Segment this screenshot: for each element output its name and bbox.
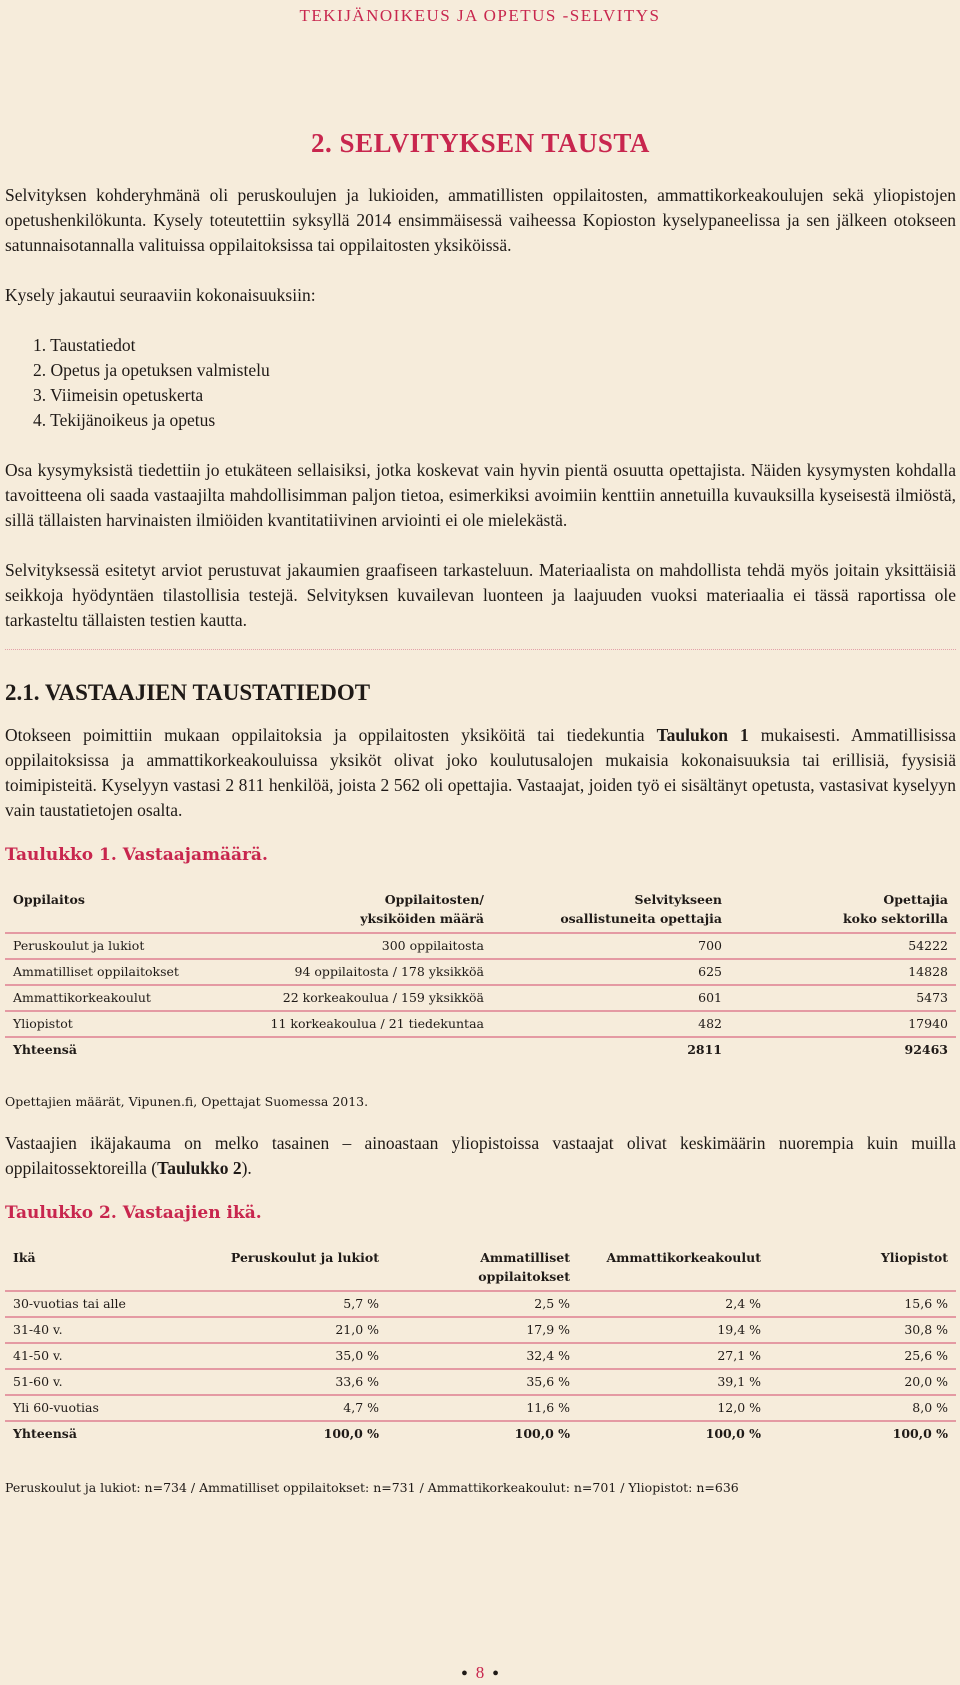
bullet-icon: ● bbox=[492, 1667, 499, 1679]
table-header-row bbox=[5, 885, 956, 933]
table2-sample-note: Peruskoulut ja lukiot: n=734 / Ammatilliset oppilaitokset: n=731 / Ammattikorkeakoulut: n=701 / Yliopistot: n=636 bbox=[5, 1480, 739, 1495]
list-item: 1. Taustatiedot bbox=[33, 335, 136, 355]
topic-list bbox=[5, 333, 956, 433]
column-header: Ammattikorkeakoulut bbox=[578, 1243, 769, 1291]
table-row: 30-vuotias tai alle 5,7 % 2,5 % 2,4 % 15,6 % bbox=[5, 1291, 956, 1317]
bullet-icon: ● bbox=[461, 1667, 468, 1679]
table-total-row: Yhteensä 100,0 % 100,0 % 100,0 % 100,0 % bbox=[13, 1426, 948, 1441]
table-row: 31-40 v. 21,0 % 17,9 % 19,4 % 30,8 % bbox=[5, 1317, 956, 1343]
table-total-row: Yhteensä 2811 92463 bbox=[13, 1042, 948, 1057]
column-header: Ammatilliset oppilaitokset bbox=[387, 1243, 578, 1291]
table1-source-note: Opettajien määrät, Vipunen.fi, Opettajat Suomessa 2013. bbox=[5, 1094, 369, 1109]
running-header: TEKIJÄNOIKEUS JA OPETUS -SELVITYS bbox=[299, 6, 661, 25]
list-item: 3. Viimeisin opetuskerta bbox=[33, 385, 204, 405]
table-row: Yli 60-vuotias 4,7 % 11,6 % 12,0 % 8,0 % bbox=[5, 1395, 956, 1421]
table2-caption: Taulukko 2. Vastaajien ikä. bbox=[5, 1203, 262, 1223]
page-content bbox=[5, 128, 956, 1495]
paragraph-sample: Otokseen poimittiin mukaan oppilaitoksia ja oppilaitosten yksiköitä tai tiedekuntia Taulukon 1 mukaisesti. Ammatillisissa oppilaitoksissa ja ammattikorkeakouluissa yksiköt olivat joko koulutusalojen mukaisia kokonaisuuksia tai erillisiä, fyysisiä toimipisteitä. Kyselyyn vastasi 2 811 henkilöä, joista 2 562 oli opettajia. Vastaajat, joiden työ ei sisältänyt opetusta, vastasivat kyselyyn vain taustatietojen osalta. bbox=[5, 725, 957, 820]
table-row: Ammatilliset oppilaitokset 94 oppilaitosta / 178 yksikköä 625 14828 bbox=[5, 959, 956, 985]
paragraph-age: Vastaajien ikäjakauma on melko tasainen – ainoastaan yliopistoissa vastaajat olivat keskimäärin nuorempia kuin muilla oppilaitossektoreilla (Taulukko 2). bbox=[5, 1133, 956, 1178]
table1-caption: Taulukko 1. Vastaajamäärä. bbox=[5, 845, 268, 865]
list-item: 4. Tekijänoikeus ja opetus bbox=[33, 410, 216, 430]
page-number: ● 8 ● bbox=[0, 1663, 960, 1683]
intro-paragraph: Selvityksen kohderyhmänä oli peruskoulujen ja lukioiden, ammatillisten oppilaitosten, ammattikorkeakoulujen sekä yliopistojen opetushenkilökunta. Kysely toteutettiin syksyllä 2014 ensimmäisessä vaiheessa Kopioston kyselypaneelissa ja sen jälkeen otokseen satunnaisotannalla valituissa oppilaitoksissa tai oppilaitosten yksiköissä. bbox=[5, 185, 956, 255]
column-header: Opettajia koko sektorilla bbox=[730, 885, 956, 933]
table-reference: Taulukon 1 bbox=[656, 725, 749, 745]
table-row: 41-50 v. 35,0 % 32,4 % 27,1 % 25,6 % bbox=[5, 1343, 956, 1369]
column-header: Peruskoulut ja lukiot bbox=[196, 1243, 387, 1291]
table-row: Peruskoulut ja lukiot 300 oppilaitosta 700 54222 bbox=[5, 933, 956, 959]
subsection-title: 2.1. VASTAAJIEN TAUSTATIEDOT bbox=[5, 680, 371, 705]
column-header: Oppilaitos bbox=[5, 885, 241, 933]
table-header-row bbox=[5, 1243, 956, 1291]
paragraph-estimates: Selvityksessä esitetyt arviot perustuvat jakaumien graafiseen tarkasteluun. Materiaalista on mahdollista tehdä myös joitain yksittäisiä seikkoja hyödyntäen tilastollisia testejä. Selvityksen kuvailevan luonteen ja laajuuden vuoksi materiaalia ei tässä raportissa ole tarkasteltu tällaisten testien kautta. bbox=[5, 560, 956, 630]
list-intro: Kysely jakautui seuraaviin kokonaisuuksiin: bbox=[5, 285, 316, 305]
table-row: 51-60 v. 33,6 % 35,6 % 39,1 % 20,0 % bbox=[5, 1369, 956, 1395]
section-title: 2. SELVITYKSEN TAUSTA bbox=[311, 128, 650, 158]
column-header: Ikä bbox=[5, 1243, 196, 1291]
list-item: 2. Opetus ja opetuksen valmistelu bbox=[33, 360, 270, 380]
table-row: Yliopistot 11 korkeakoulua / 21 tiedekuntaa 482 17940 bbox=[5, 1011, 956, 1037]
column-header: Oppilaitosten/ yksiköiden määrä bbox=[241, 885, 492, 933]
paragraph-rare-phenomena: Osa kysymyksistä tiedettiin jo etukäteen sellaisiksi, jotka koskevat vain hyvin pientä osuutta opettajista. Näiden kysymysten kohdalla tavoitteena oli saada vastaajilta mahdollisimman paljon tietoa, esimerkiksi avoimiin kenttiin annetuilla kuvauksilla kyseisestä ilmiöstä, sillä tällaisten harvinaisten ilmiöiden kvantitatiivinen arviointi ei ole mielekästä. bbox=[5, 460, 956, 530]
table-row: Ammattikorkeakoulut 22 korkeakoulua / 159 yksikköä 601 5473 bbox=[5, 985, 956, 1011]
section-divider bbox=[5, 649, 956, 650]
column-header: Selvitykseen osallistuneita opettajia bbox=[492, 885, 730, 933]
age-table bbox=[5, 1243, 956, 1446]
column-header: Yliopistot bbox=[769, 1243, 956, 1291]
respondents-table bbox=[5, 885, 956, 1062]
table-reference: Taulukko 2 bbox=[157, 1158, 242, 1178]
